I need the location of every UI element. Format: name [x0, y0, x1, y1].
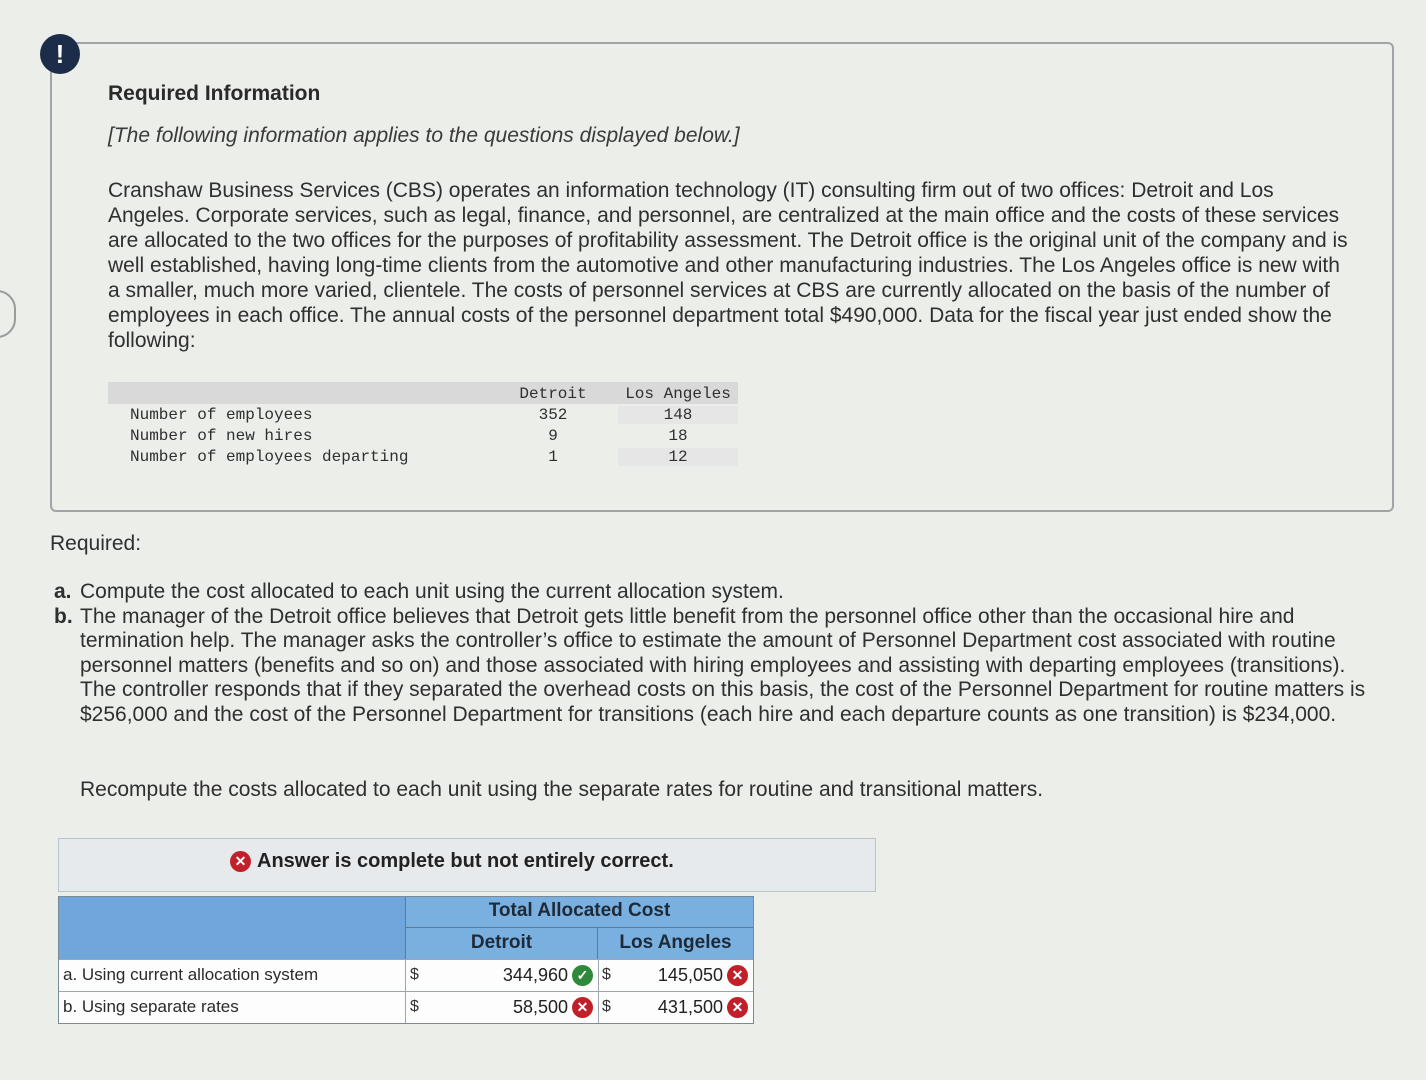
table-row — [59, 959, 753, 991]
table-row — [59, 991, 753, 1023]
x-circle-icon: ✕ — [572, 997, 593, 1018]
header-los-angeles: Los Angeles — [619, 932, 732, 953]
answer-table — [58, 896, 754, 1024]
x-circle-icon: ✕ — [727, 965, 748, 986]
row-label: Number of employees — [130, 406, 313, 424]
header-detroit: Detroit — [406, 928, 598, 959]
required-label: Required: — [50, 532, 142, 555]
header-detroit: Detroit — [519, 385, 587, 403]
employee-data-table — [108, 382, 738, 467]
detroit-value: 9 — [548, 427, 558, 445]
detroit-value: 352 — [538, 406, 568, 424]
alert-icon: ! — [40, 34, 80, 74]
feedback-text: Answer is complete but not entirely correct. — [257, 850, 674, 872]
item-text: Compute the cost allocated to each unit using the current allocation system. — [80, 580, 784, 603]
header-blank-cell — [59, 897, 406, 959]
currency-symbol: $ — [410, 998, 419, 1015]
detroit-answer-cell[interactable] — [405, 992, 599, 1023]
recompute-instruction: Recompute the costs allocated to each unit using the separate rates for routine and transitional matters. — [80, 778, 1044, 801]
currency-symbol: $ — [602, 998, 611, 1015]
la-amount-input[interactable]: 431,500 — [657, 997, 723, 1017]
la-answer-cell[interactable] — [598, 960, 753, 991]
check-circle-icon: ✓ — [572, 965, 593, 986]
item-letter: a. — [54, 580, 72, 603]
data-table-header — [108, 382, 738, 404]
table-row — [108, 425, 738, 446]
table-row — [108, 404, 738, 425]
info-title: Required Information — [108, 82, 321, 105]
list-item — [50, 605, 1380, 728]
detroit-amount-input[interactable]: 344,960 — [502, 965, 568, 985]
la-answer-cell[interactable] — [598, 992, 753, 1023]
side-panel-tab[interactable] — [0, 290, 16, 338]
x-circle-icon: ✕ — [727, 997, 748, 1018]
info-subtitle: [The following information applies to the questions displayed below.] — [108, 124, 740, 147]
info-paragraph: Cranshaw Business Services (CBS) operates an information technology (IT) consulting firm out of two offices: Detroit and Los Angeles. Corporate services, such as legal, finance, and personnel, are centralized at the main office and the costs of these services are allocated to the two offices for the purposes of profitability assessment. The Detroit office is the original unit of the company and is well established, having long-time clients from the automotive and other manufacturing industries. The Los Angeles office is new with a smaller, much more varied, clientele. The costs of personnel services at CBS are currently allocated on the basis of the number of employees in each office. The annual costs of the personnel department total $490,000. Data for the fiscal year just ended show the following: — [108, 179, 1348, 352]
x-circle-icon: ✕ — [230, 851, 251, 872]
detroit-amount-input[interactable]: 58,500 — [512, 997, 568, 1017]
list-item — [50, 580, 1380, 605]
currency-symbol: $ — [410, 966, 419, 983]
row-label: Number of new hires — [130, 427, 313, 445]
item-letter: b. — [54, 604, 73, 628]
la-value: 18 — [668, 427, 688, 445]
la-value: 148 — [618, 406, 738, 424]
row-label: a. Using current allocation system — [63, 965, 319, 984]
detroit-value: 1 — [548, 448, 558, 466]
item-text: The manager of the Detroit office believes that Detroit gets little benefit from the personnel office other than the occasional hire and termination help. The manager asks the controller’s office to estimate the amount of Personnel Department cost associated with routine personnel matters (benefits and so on) and those associated with hiring employees and assisting with departing employees (transitions). The controller responds that if they separated the overhead costs on this basis, the cost of the Personnel Department for routine matters is $256,000 and the cost of the Personnel Department for transitions (each hire and each departure counts as one transition) is $234,000. — [80, 604, 1366, 726]
header-total-allocated-cost: Total Allocated Cost — [406, 897, 753, 928]
la-amount-input[interactable]: 145,050 — [657, 965, 723, 985]
feedback-message — [230, 850, 674, 873]
requirements-list — [50, 580, 1380, 727]
header-los-angeles: Los Angeles — [625, 385, 731, 403]
row-label: Number of employees departing — [130, 448, 409, 466]
currency-symbol: $ — [602, 966, 611, 983]
la-value: 12 — [618, 448, 738, 466]
row-label: b. Using separate rates — [63, 997, 239, 1016]
table-row — [108, 446, 738, 467]
detroit-answer-cell[interactable] — [405, 960, 599, 991]
